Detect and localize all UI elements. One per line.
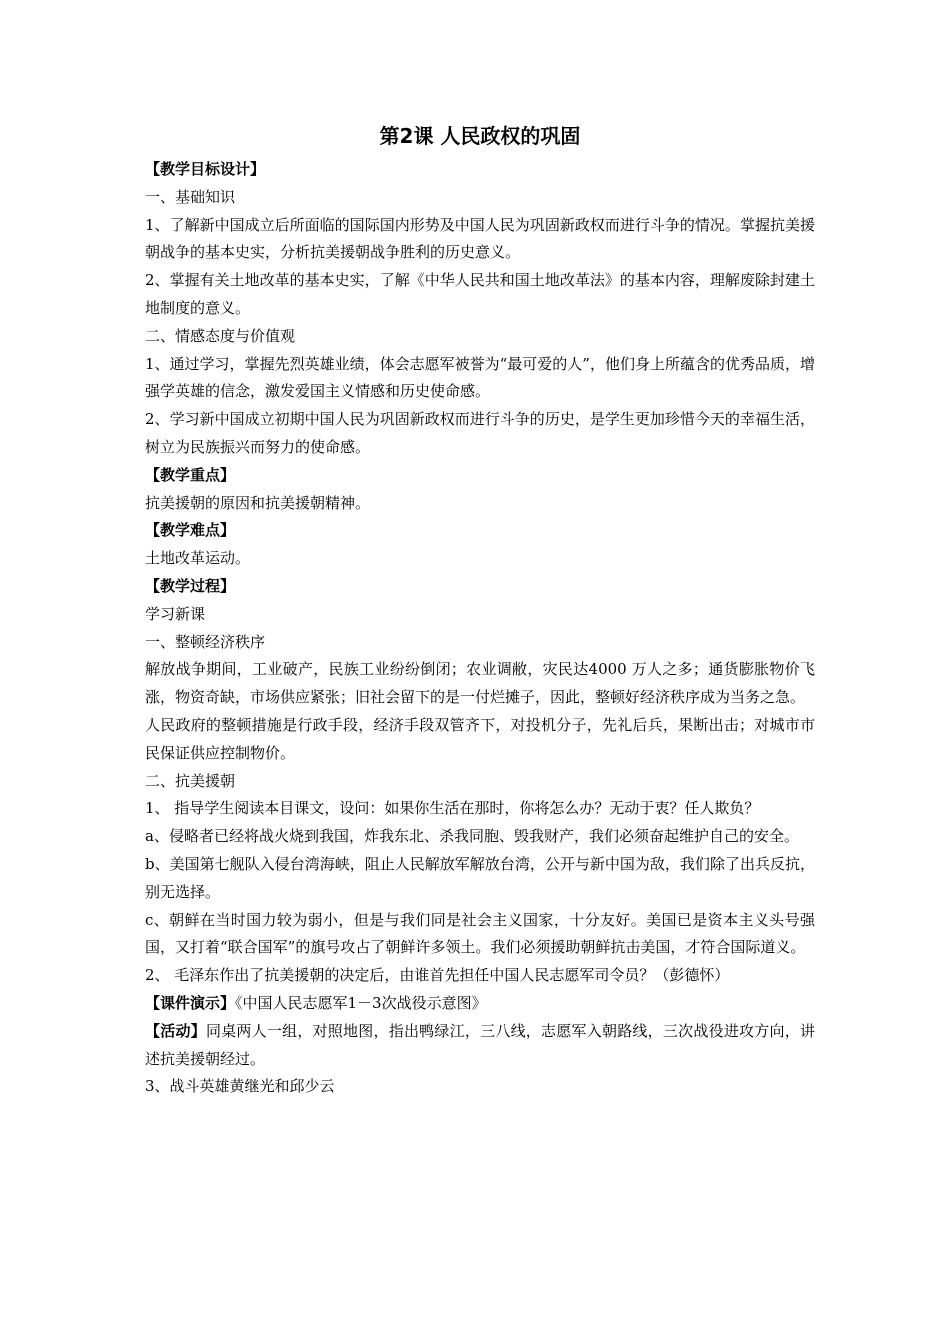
war-item-3: 3、战斗英雄黄继光和邱少云 bbox=[145, 1077, 335, 1096]
war-heading: 二、抗美援朝 bbox=[145, 771, 236, 790]
activity-line bbox=[145, 1018, 815, 1074]
activity-label: 【活动】 bbox=[145, 1021, 206, 1040]
new-lesson-label: 学习新课 bbox=[145, 604, 206, 623]
values-item-1: 1、通过学习，掌握先烈英雄业绩，体会志愿军被誉为“最可爱的人”，他们身上所蕴含的优秀品质，增强学英雄的信念，激发爱国主义情感和历史使命感。 bbox=[145, 354, 815, 401]
teaching-goals-heading: 【教学目标设计】 bbox=[145, 160, 266, 178]
values-heading: 二、情感态度与价值观 bbox=[145, 326, 296, 345]
war-item-b: b、美国第七舰队入侵台湾海峡，阻止人民解放军解放台湾，公开与新中国为敌，我们除了出兵反抗，别无选择。 bbox=[145, 854, 815, 901]
difficulties-text: 土地改革运动。 bbox=[145, 549, 251, 568]
basic-knowledge-item-2: 2、掌握有关土地改革的基本史实，了解《中华人民共和国土地改革法》的基本内容，理解废除封建土地制度的意义。 bbox=[145, 271, 815, 317]
basic-knowledge-heading: 一、基础知识 bbox=[145, 187, 236, 206]
key-points-text: 抗美援朝的原因和抗美援朝精神。 bbox=[145, 493, 371, 512]
document-page bbox=[145, 118, 815, 1101]
economy-paragraph-1: 解放战争期间，工业破产，民族工业纷纷倒闭；农业调敝，灾民达4000 万人之多；通货膨胀物价飞涨，物资奇缺，市场供应紧张；旧社会留下的是一付烂摊子，因此，整顿好经济秩序成为当务之急。 bbox=[145, 660, 815, 707]
courseware-label: 【课件演示】 bbox=[145, 993, 236, 1012]
process-heading: 【教学过程】 bbox=[145, 576, 236, 595]
courseware-line bbox=[145, 990, 815, 1018]
courseware-text: 《中国人民志愿军1－3次战役示意图》 bbox=[235, 993, 487, 1012]
economy-heading: 一、整顿经济秩序 bbox=[145, 632, 266, 651]
war-item-c: c、朝鲜在当时国力较为弱小，但是与我们同是社会主义国家，十分友好。美国已是资本主义头号强国，又打着“联合国军”的旗号攻占了朝鲜许多领土。我们必须援助朝鲜抗击美国，才符合国际道义。 bbox=[145, 910, 815, 957]
values-item-2: 2、学习新中国成立初期中国人民为巩固新政权而进行斗争的历史，是学生更加珍惜今天的幸福生活，树立为民族振兴而努力的使命感。 bbox=[145, 410, 815, 456]
war-item-a: a、侵略者已经将战火烧到我国，炸我东北、杀我同胞、毁我财产，我们必须奋起维护自己的安全。 bbox=[145, 827, 799, 846]
lesson-title: 第2课 人民政权的巩固 bbox=[379, 124, 581, 148]
key-points-heading: 【教学重点】 bbox=[145, 465, 236, 484]
war-item-2: 2、 毛泽东作出了抗美援朝的决定后，由谁首先担任中国人民志愿军司令员？（彭德怀） bbox=[145, 966, 730, 985]
war-item-1: 1、 指导学生阅读本目课文，设问：如果你生活在那时，你将怎么办？无动于衷？任人欺负？ bbox=[145, 799, 760, 818]
economy-paragraph-2: 人民政府的整顿措施是行政手段，经济手段双管齐下，对投机分子，先礼后兵，果断出击；对城市市民保证供应控制物价。 bbox=[145, 715, 815, 762]
activity-text: 同桌两人一组，对照地图，指出鸭绿江，三八线，志愿军入朝路线，三次战役进攻方向，讲述抗美援朝经过。 bbox=[145, 1021, 815, 1068]
basic-knowledge-item-1: 1、了解新中国成立后所面临的国际国内形势及中国人民为巩固新政权而进行斗争的情况。掌握抗美援朝战争的基本史实，分析抗美援朝战争胜利的历史意义。 bbox=[145, 215, 815, 262]
difficulties-heading: 【教学难点】 bbox=[145, 521, 236, 540]
